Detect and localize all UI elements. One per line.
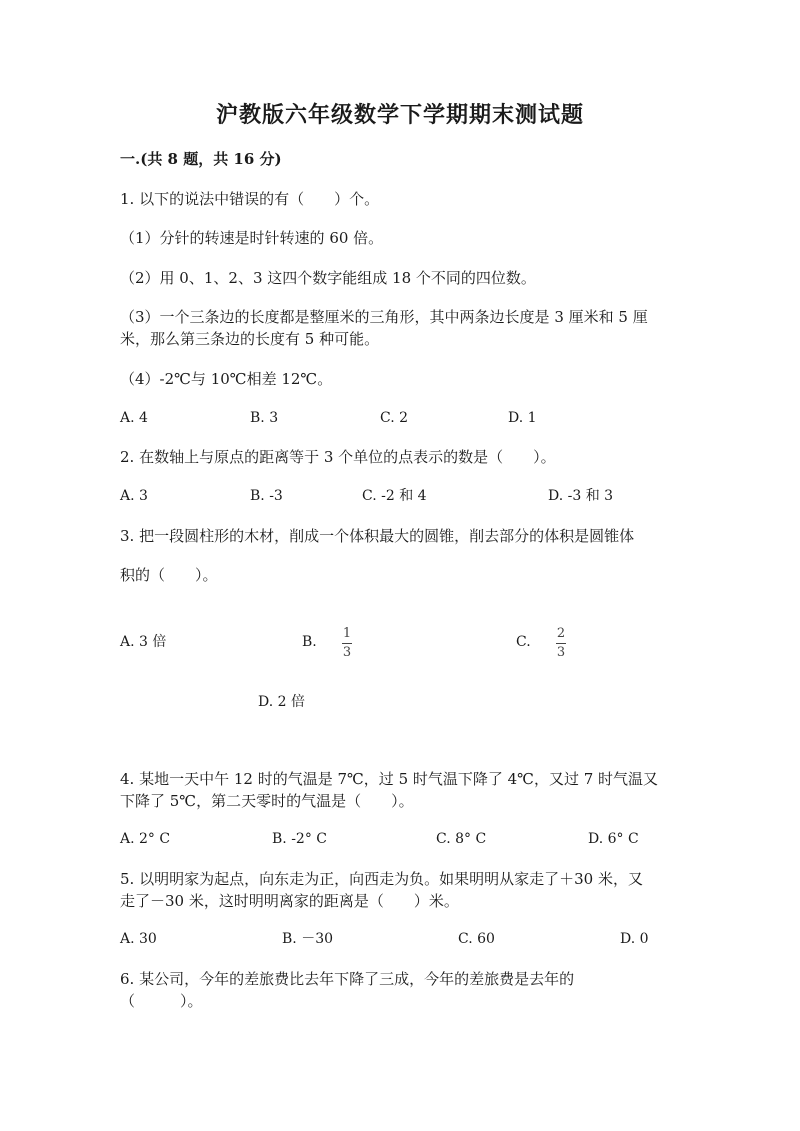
question-3-option-b-fraction — [342, 627, 352, 660]
question-5-option-d: D. 0 — [620, 931, 649, 947]
question-1-option-b: B. 3 — [250, 410, 279, 426]
question-2-option-b: B. -3 — [250, 488, 283, 504]
question-3-option-c-label: C. — [516, 634, 531, 650]
question-1-statement-1: （1）分针的转速是时针转速的 60 倍。 — [120, 229, 384, 247]
question-2-option-c: C. -2 和 4 — [362, 488, 427, 504]
question-4-stem: 4. 某地一天中午 12 时的气温是 7℃，过 5 时气温下降了 4℃，又过 7 时气温又 — [120, 770, 659, 788]
question-5-option-a: A. 30 — [120, 931, 157, 947]
question-1-option-a: A. 4 — [120, 410, 148, 426]
question-5-stem: 5. 以明明家为起点，向东走为正，向西走为负。如果明明从家走了＋30 米，又 — [120, 870, 643, 888]
page-title: 沪教版六年级数学下学期期末测试题 — [215, 102, 584, 128]
section-heading: 一.(共 8 题，共 16 分) — [120, 150, 282, 168]
question-1-statement-4: （4）-2℃与 10℃相差 12℃。 — [120, 370, 333, 388]
question-3-option-a: A. 3 倍 — [120, 634, 167, 650]
question-5-stem-cont: 走了－30 米，这时明明离家的距离是（ ）米。 — [120, 892, 459, 910]
question-3-option-d: D. 2 倍 — [258, 694, 305, 710]
question-2-option-a: A. 3 — [120, 488, 148, 504]
question-3-option-b-label: B. — [302, 634, 317, 650]
question-1-option-d: D. 1 — [508, 410, 537, 426]
fraction-numerator: 1 — [342, 626, 352, 641]
question-6-stem: 6. 某公司，今年的差旅费比去年下降了三成，今年的差旅费是去年的 — [120, 970, 575, 988]
fraction-bar — [556, 643, 566, 644]
fraction-bar — [342, 643, 352, 644]
question-3-stem-cont: 积的（ ）。 — [120, 566, 218, 584]
question-1-statement-3: （3）一个三条边的长度都是整厘米的三角形，其中两条边长度是 3 厘米和 5 厘 — [120, 308, 648, 326]
question-4-option-b: B. -2° C — [272, 831, 327, 847]
question-1-stem: 1. 以下的说法中错误的有（ ）个。 — [120, 190, 380, 208]
question-6-stem-cont: （ ）。 — [120, 992, 203, 1010]
fraction-numerator: 2 — [556, 626, 566, 641]
question-4-option-a: A. 2° C — [120, 831, 171, 847]
question-1-statement-3-cont: 米，那么第三条边的长度有 5 种可能。 — [120, 330, 380, 348]
question-4-option-d: D. 6° C — [588, 831, 639, 847]
question-5-option-c: C. 60 — [458, 931, 495, 947]
question-2-stem: 2. 在数轴上与原点的距离等于 3 个单位的点表示的数是（ ）。 — [120, 448, 556, 466]
question-1-statement-2: （2）用 0、1、2、3 这四个数字能组成 18 个不同的四位数。 — [120, 269, 536, 287]
question-1-option-c: C. 2 — [380, 410, 409, 426]
question-2-option-d: D. -3 和 3 — [548, 488, 614, 504]
question-5-option-b: B. －30 — [282, 931, 334, 947]
question-3-option-c-fraction — [556, 627, 566, 660]
fraction-denominator: 3 — [342, 645, 352, 660]
question-3-stem: 3. 把一段圆柱形的木材，削成一个体积最大的圆锥，削去部分的体积是圆锥体 — [120, 527, 635, 545]
question-4-option-c: C. 8° C — [436, 831, 487, 847]
fraction-denominator: 3 — [556, 645, 566, 660]
question-4-stem-cont: 下降了 5℃，第二天零时的气温是（ ）。 — [120, 792, 414, 810]
